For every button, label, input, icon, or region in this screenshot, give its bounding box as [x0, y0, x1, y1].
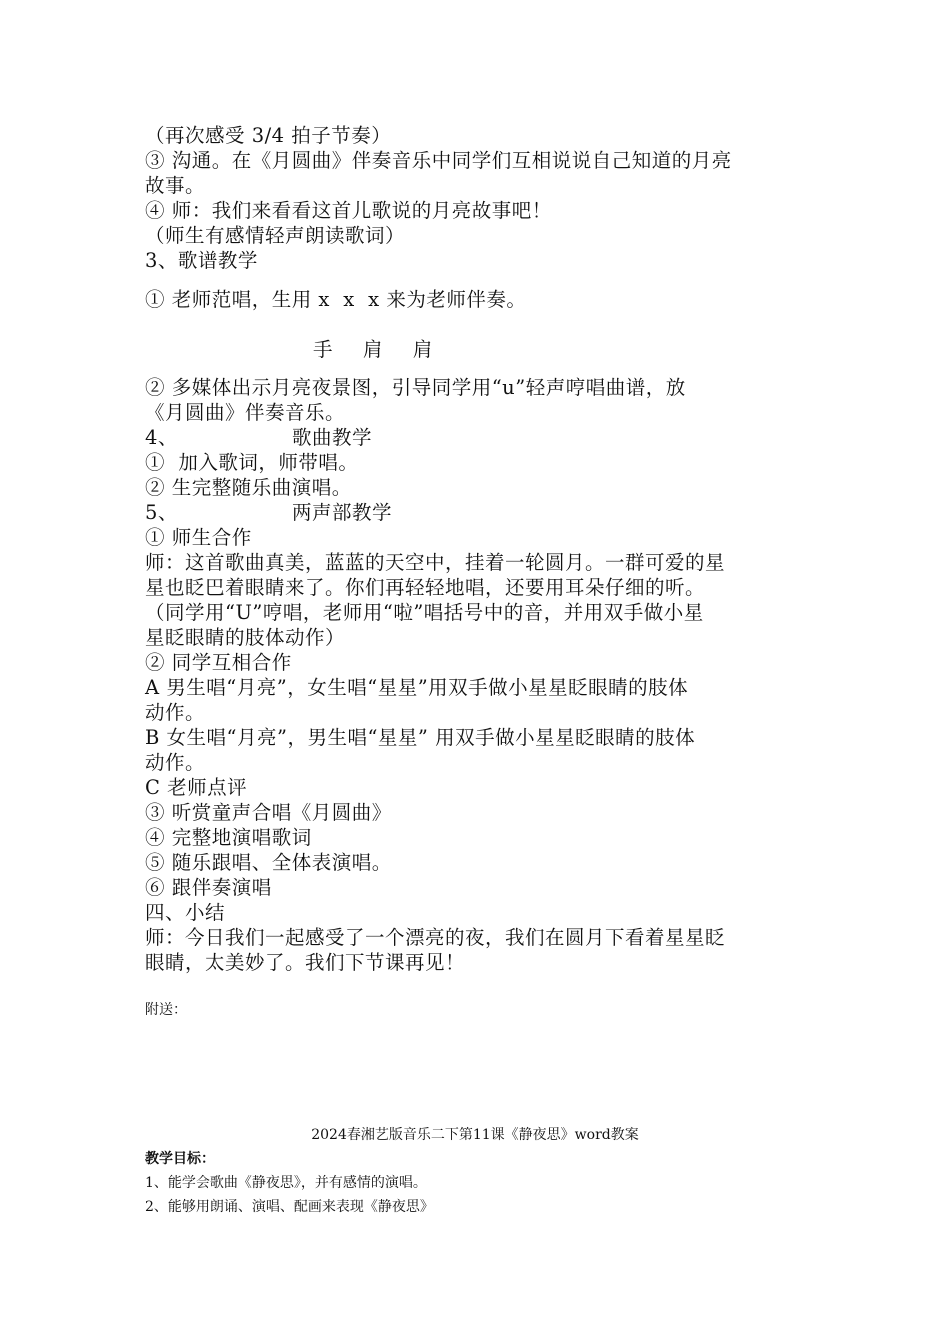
text-line: 《月圆曲》伴奏音乐。	[145, 401, 346, 424]
text-line: （同学用“U”哼唱，老师用“啦”唱括号中的音，并用双手做小星	[145, 601, 704, 624]
section-heading: 两声部教学	[292, 501, 393, 524]
text-line: 师：这首歌曲真美，蓝蓝的天空中，挂着一轮圆月。一群可爱的星	[145, 551, 726, 574]
text-line: （再次感受 3/4 拍子节奏）	[145, 124, 392, 147]
text-line: ⑤ 随乐跟唱、全体表演唱。	[145, 851, 392, 874]
text-line: ⑥ 跟伴奏演唱	[145, 876, 272, 899]
text-line: ① 老师范唱，生用 x x x 来为老师伴奏。	[145, 288, 527, 311]
goals-heading: 教学目标：	[145, 1151, 215, 1167]
text-line: ① 加入歌词，师带唱。	[145, 451, 359, 474]
section-number: 4、	[145, 426, 178, 449]
appendix-title: 2024春湘艺版音乐二下第11课《静夜思》word教案	[311, 1127, 639, 1143]
text-line: 星眨眼睛的肢体动作）	[145, 626, 346, 649]
text-line: 故事。	[145, 174, 206, 197]
text-line: 动作。	[145, 701, 206, 724]
text-line: ④ 师：我们来看看这首儿歌说的月亮故事吧！	[145, 199, 552, 222]
appendix-label: 附送：	[145, 1002, 187, 1018]
rhythm-label: 手 肩 肩	[313, 338, 439, 361]
text-line: 师：今日我们一起感受了一个漂亮的夜，我们在圆月下看着星星眨	[145, 926, 726, 949]
text-line: A 男生唱“月亮”，女生唱“星星”用双手做小星星眨眼睛的肢体	[145, 676, 689, 699]
text-line: ② 同学互相合作	[145, 651, 292, 674]
text-line: B 女生唱“月亮”，男生唱“星星” 用双手做小星星眨眼睛的肢体	[145, 726, 696, 749]
text-line: ③ 沟通。在《月圆曲》伴奏音乐中同学们互相说说自己知道的月亮	[145, 149, 732, 172]
text-line: ① 师生合作	[145, 526, 252, 549]
text-line: ② 多媒体出示月亮夜景图，引导同学用“u”轻声哼唱曲谱，放	[145, 376, 686, 399]
text-line: C 老师点评	[145, 776, 248, 799]
goal-item: 2、能够用朗诵、演唱、配画来表现《静夜思》	[145, 1199, 434, 1215]
text-line: ④ 完整地演唱歌词	[145, 826, 312, 849]
text-line: ② 生完整随乐曲演唱。	[145, 476, 352, 499]
section-number: 5、	[145, 501, 178, 524]
section-heading: 歌曲教学	[292, 426, 373, 449]
text-line: ③ 听赏童声合唱《月圆曲》	[145, 801, 392, 824]
text-line: （师生有感情轻声朗读歌词）	[145, 224, 406, 247]
text-line: 星也眨巴着眼睛来了。你们再轻轻地唱，还要用耳朵仔细的听。	[145, 576, 706, 599]
goal-item: 1、能学会歌曲《静夜思》，并有感情的演唱。	[145, 1175, 427, 1191]
text-line: 动作。	[145, 751, 206, 774]
section-heading: 四、小结	[145, 901, 226, 924]
section-heading: 3、歌谱教学	[145, 249, 258, 272]
text-line: 眼睛，太美妙了。我们下节课再见！	[145, 951, 466, 974]
